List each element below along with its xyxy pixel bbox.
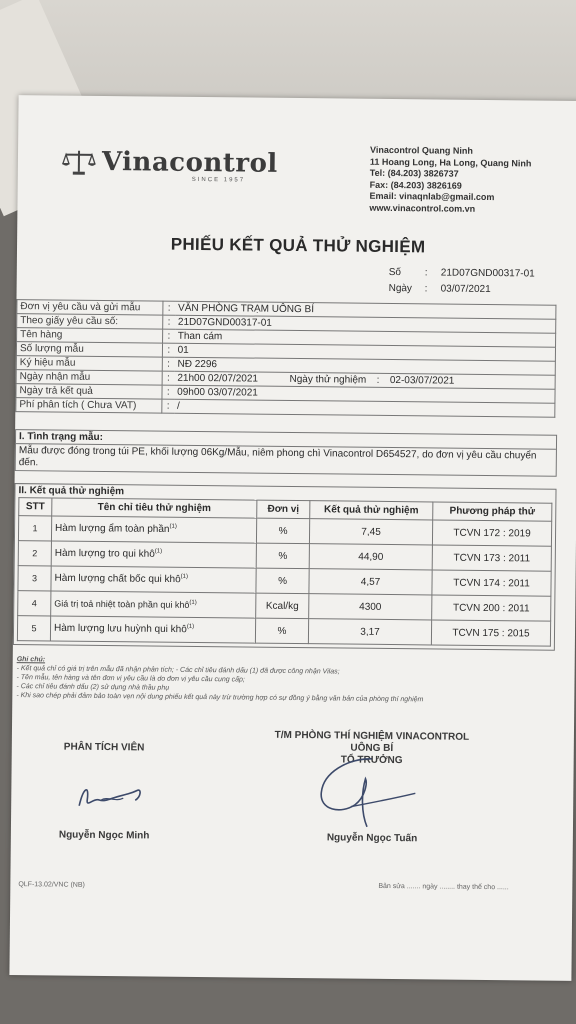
analyst-name: Nguyễn Ngọc Minh — [58, 829, 150, 842]
document-number-block — [389, 265, 535, 299]
section-heading: I. Tình trạng mẫu: — [16, 430, 556, 450]
page-title: PHIẾU KẾT QUẢ THỬ NGHIỆM — [170, 234, 426, 257]
result-value: 44,90 — [309, 544, 432, 570]
lab-role: TỔ TRƯỞNG — [340, 754, 403, 767]
test-results-section — [13, 483, 557, 651]
info-value: 21D07GND00317-01 — [175, 315, 556, 333]
parameter-name — [51, 591, 256, 618]
lab-head-name: Nguyễn Ngọc Tuấn — [326, 832, 418, 845]
note-line: - Kết quả chỉ có giá trị trên mẫu đã nhận phân tích; - Các chỉ tiêu đánh dấu (1) đã được công nhận Vilas; — [16, 665, 340, 676]
logo-since: SINCE 1957 — [191, 176, 246, 184]
test-method: TCVN 174 : 2011 — [432, 570, 551, 596]
doc-number-colon: : — [424, 267, 428, 279]
revision-note: Bản sửa ....... ngày ........ thay thế cho ...... — [378, 882, 509, 892]
info-colon: : — [163, 301, 175, 315]
doc-number-label: Số — [388, 266, 402, 279]
test-date-value: 02-03/07/2021 — [389, 374, 455, 387]
info-value: / — [174, 399, 555, 417]
test-date-label: Ngày thử nghiệm — [289, 373, 367, 386]
unit: % — [256, 518, 309, 544]
sample-info-table — [15, 299, 556, 418]
info-label: Ngày trả kết quả — [16, 384, 162, 400]
company-tel: Tel: (84.203) 3826737 — [369, 167, 459, 179]
row-number: 5 — [17, 616, 50, 641]
unit: Kcal/kg — [256, 593, 309, 619]
results-table — [17, 497, 552, 647]
column-header: Đơn vị — [257, 500, 310, 519]
note-line: - Khi sao chép phải đảm bảo toàn vẹn nội dung phiếu kết quả này trừ trường hợp có sự đồng ý bằng văn bản của phòng thí nghiệm — [16, 692, 424, 704]
doc-date-label: Ngày — [388, 282, 413, 295]
doc-date-colon: : — [424, 283, 428, 295]
info-label: Đơn vị yêu cầu và gửi mẫu — [17, 300, 163, 316]
sample-condition-section — [15, 429, 557, 477]
info-value: NĐ 2296 — [174, 357, 555, 375]
accreditation-mark: (1) — [180, 574, 189, 581]
company-branch: Vinacontrol Quang Ninh — [370, 144, 473, 156]
result-value: 3,17 — [308, 619, 431, 645]
column-header: Kết quả thử nghiệm — [310, 501, 433, 520]
parameter-name — [50, 616, 255, 643]
company-email: Email: vinaqnlab@gmail.com — [369, 190, 495, 203]
table-row — [17, 616, 550, 647]
accreditation-mark: (1) — [189, 599, 197, 606]
info-label: Theo giấy yêu cầu số: — [17, 314, 163, 330]
info-value: 01 — [175, 343, 556, 361]
column-header: Tên chỉ tiêu thử nghiệm — [52, 498, 257, 518]
company-address: 11 Hoang Long, Ha Long, Quang Ninh — [369, 156, 532, 168]
column-header: Phương pháp thử — [433, 502, 552, 521]
analyst-signature — [71, 776, 151, 817]
row-number: 1 — [18, 516, 51, 541]
unit: % — [256, 543, 309, 569]
info-colon: : — [162, 399, 174, 413]
parameter-text: Hàm lượng tro qui khô — [54, 548, 155, 561]
info-label: Số lượng mẫu — [16, 342, 162, 358]
parameter-text: Hàm lượng chất bốc qui khô — [54, 573, 181, 586]
company-website: www.vinacontrol.com.vn — [369, 202, 476, 214]
info-value: Than cám — [175, 329, 556, 347]
unit: % — [256, 568, 309, 594]
info-colon: : — [162, 329, 174, 343]
doc-date-value: 03/07/2021 — [440, 283, 491, 296]
parameter-text: Hàm lượng ẩm toàn phần — [55, 523, 170, 536]
test-method: TCVN 172 : 2019 — [432, 520, 551, 546]
note-line: - Các chỉ tiêu đánh dấu (2) sử dụng nhà thầu phụ — [16, 683, 170, 692]
doc-number-value: 21D07GND00317-01 — [440, 267, 535, 280]
logo-wordmark: Vinacontrol — [101, 146, 278, 179]
test-method: TCVN 173 : 2011 — [432, 545, 551, 571]
info-colon: : — [162, 357, 174, 371]
accreditation-mark: (1) — [186, 624, 195, 631]
parameter-name — [51, 541, 256, 568]
parameter-text: Hàm lượng lưu huỳnh qui khô — [53, 623, 187, 636]
accreditation-mark: (1) — [154, 548, 163, 555]
received-date-value: 21h00 02/07/2021 — [177, 372, 259, 385]
row-number: 4 — [18, 591, 51, 616]
info-colon: : — [162, 385, 174, 399]
notes-block — [16, 655, 556, 706]
company-contact — [369, 145, 531, 216]
accreditation-mark: (1) — [169, 524, 177, 531]
parameter-name — [51, 566, 256, 593]
row-number: 3 — [18, 566, 51, 591]
company-fax: Fax: (84.203) 3826169 — [369, 179, 462, 191]
info-label: Tên hàng — [17, 328, 163, 344]
scales-logo-icon — [62, 148, 96, 176]
result-value: 4300 — [309, 594, 432, 620]
notes-heading: Ghi chú: — [16, 656, 46, 664]
parameter-name — [51, 516, 256, 543]
info-label: Phí phân tích ( Chưa VAT) — [16, 398, 162, 414]
info-colon: : — [163, 315, 175, 329]
column-header: STT — [19, 498, 52, 516]
form-code: QLF-13.02/VNC (NB) — [18, 881, 85, 889]
company-logo — [62, 146, 278, 184]
unit: % — [255, 618, 308, 644]
test-method: TCVN 175 : 2015 — [431, 620, 550, 646]
info-value: VĂN PHÒNG TRẠM UÔNG BÍ — [175, 301, 556, 319]
result-value: 7,45 — [309, 519, 432, 545]
row-number: 2 — [18, 541, 51, 566]
test-method: TCVN 200 : 2011 — [432, 595, 551, 621]
result-sheet — [9, 95, 576, 981]
test-date-colon: : — [376, 374, 380, 386]
parameter-text: Giá trị toả nhiệt toàn phần qui khô — [54, 598, 190, 610]
info-colon: : — [162, 371, 174, 385]
result-value: 4,57 — [309, 569, 432, 595]
lab-head-signature — [311, 752, 422, 833]
sample-condition-text: Mẫu được đóng trong túi PE, khối lượng 06Kg/Mẫu, niêm phong chì Vinacontrol D654527, do đơn vị yêu cầu chuyển đến. — [18, 445, 537, 469]
info-label: Ký hiệu mẫu — [16, 356, 162, 372]
section-heading: II. Kết quả thử nghiệm — [18, 485, 125, 498]
lab-name: T/M PHÒNG THÍ NGHIỆM VINACONTROL UÔNG BÍ — [274, 729, 470, 755]
note-line: - Tên mẫu, tên hàng và tên đơn vị yêu cầu là do đơn vị yêu cầu cung cấp; — [16, 674, 245, 684]
info-value: 09h00 03/07/2021 — [174, 385, 555, 403]
analyst-title: PHÂN TÍCH VIÊN — [63, 741, 145, 754]
info-label: Ngày nhận mẫu — [16, 370, 162, 386]
info-colon: : — [162, 343, 174, 357]
